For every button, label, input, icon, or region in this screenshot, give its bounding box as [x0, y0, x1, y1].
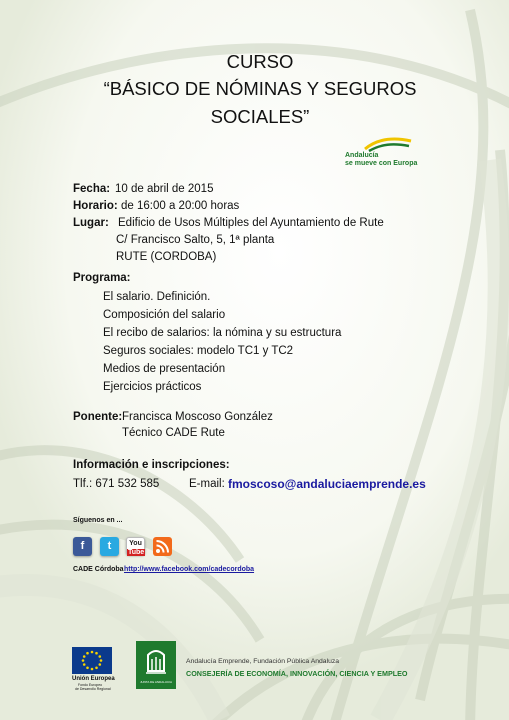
junta-andalucia-logo — [136, 641, 176, 689]
follow-label: Síguenos en ... — [73, 517, 123, 524]
org-name: Andalucía Emprende, Fundación Pública Andaluza — [186, 658, 340, 665]
programa-item: El recibo de salarios: la nómina y su estructura — [103, 327, 342, 339]
course-title-line1: “BÁSICO DE NÓMINAS Y SEGUROS — [103, 78, 417, 99]
andalucia-logo-text1: Andalucía — [345, 152, 379, 159]
facebook-page-link[interactable]: http://www.facebook.com/cadecordoba — [124, 566, 255, 573]
course-title-line2: SOCIALES” — [210, 106, 310, 127]
lugar-line1: Edificio de Usos Múltiples del Ayuntamiento de Rute — [118, 217, 384, 229]
lugar-line2: C/ Francisco Salto, 5, 1ª planta — [116, 234, 275, 246]
horario-label: Horario: — [73, 200, 118, 212]
programa-item: Seguros sociales: modelo TC1 y TC2 — [103, 345, 294, 357]
ponente-role: Técnico CADE Rute — [122, 427, 225, 439]
rss-icon[interactable] — [153, 537, 172, 556]
programa-item: Composición del salario — [103, 309, 226, 321]
andalucia-logo-text2: se mueve con Europa — [345, 160, 418, 167]
programa-item: Medios de presentación — [103, 363, 226, 375]
fecha-value: 10 de abril de 2015 — [115, 183, 214, 195]
lugar-label: Lugar: — [73, 217, 109, 229]
eu-label: Unión Europea — [72, 676, 115, 682]
fecha-label: Fecha: — [73, 183, 111, 195]
email-label: E-mail: — [189, 478, 225, 490]
star-swoosh-icon — [363, 135, 413, 153]
eu-flag — [72, 647, 112, 674]
twitter-icon[interactable]: t — [100, 537, 119, 556]
eu-stars-icon — [72, 647, 112, 674]
eu-fund-label-2: de Desarrollo Regional — [75, 687, 111, 691]
andalucia-europa-logo — [345, 135, 435, 169]
ponente-name: Francisca Moscoso González — [122, 411, 273, 423]
email-link[interactable]: fmoscoso@andaluciaemprende.es — [228, 477, 426, 491]
horario-value: de 16:00 a 20:00 horas — [121, 200, 240, 212]
junta-label: JUNTA DE ANDALUCIA — [139, 680, 173, 684]
course-label: CURSO — [226, 51, 294, 72]
programa-item: El salario. Definición. — [103, 291, 211, 303]
eu-fund-label: Fondo Europeo — [78, 683, 103, 687]
programa-item: Ejercicios prácticos — [103, 381, 202, 393]
phone-number: Tlf.: 671 532 585 — [73, 478, 160, 490]
info-label: Información e inscripciones: — [73, 459, 230, 471]
consejeria-name: CONSEJERÍA DE ECONOMÍA, INNOVACIÓN, CIENCIA Y EMPLEO — [186, 669, 408, 678]
facebook-icon[interactable]: f — [73, 537, 92, 556]
ponente-label: Ponente: — [73, 411, 123, 423]
programa-label: Programa: — [73, 272, 131, 284]
youtube-icon[interactable]: You Tube — [126, 537, 145, 555]
lugar-line3: RUTE (CORDOBA) — [116, 251, 217, 263]
facebook-page-label: CADE Córdoba — [73, 566, 124, 573]
junta-shield-icon — [136, 641, 176, 681]
